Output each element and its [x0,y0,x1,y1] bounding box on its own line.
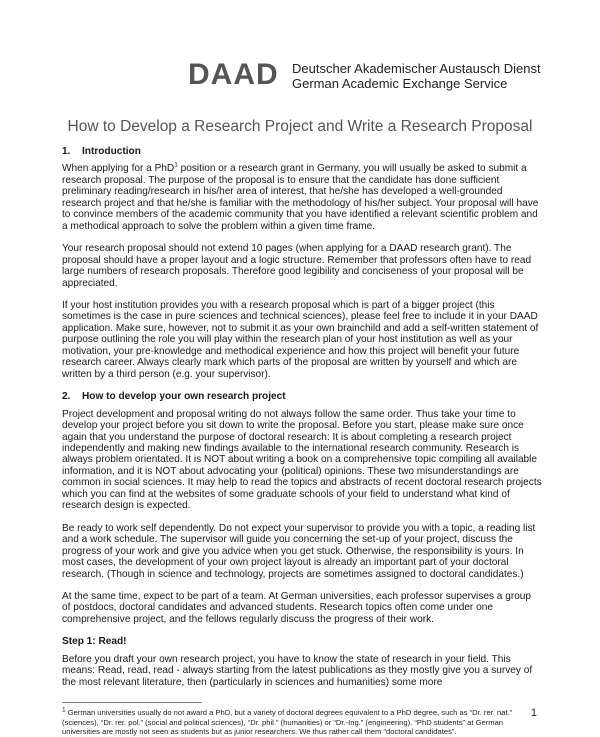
paragraph: At the same time, expect to be part of a team. At German universities, each professor supervises a group of postdocs, doctoral candidates and advanced students. Research topics often come under one comprehensive project, and the fellows regularly discuss the progress of their work. [62,590,532,625]
paragraph: If your host institution provides you with a research proposal which is part of a bigger project (this sometimes is the case in pure sciences and technical sciences), please feel free to include it in your DAAD application. Make sure, however, not to submit it as your own brainchild and add a self-written statement of purpose outlining the role you will play within the research plan of your host institution as well as your motivation, your pre-knowledge and methodical experience and how this project will benefit your future research career. Always clearly mark which parts of the proposal are written by yourself and which are written by a third person (e.g. your supervisor). [62,299,539,380]
paragraph: Before you draft your own research project, you have to know the state of research in your field. This means: Read, read, read - always starting from the latest publications as they mostly give you a survey of the most relevant literature, then (particularly in sciences and humanities) some more [62,653,533,688]
section-title: Introduction [82,146,141,157]
paragraph: When applying for a PhD$^1$ position or a research grant in Germany, you will usually be asked to submit a research proposal. The purpose of the proposal is to ensure that the candidate has done sufficient preliminary reading/research in his/her area of interest, that he/she has developed a well-grounded research project and that he/she is familiar with the methodology of his/her subject. Your proposal will have to convince members of the academic community that you have identified a relevant scientific problem and a methodical approach to solve the problem within a given time frame. [62,162,539,232]
page-number: 1 [530,707,537,719]
document-body [62,142,542,737]
org-line-english: German Academic Exchange Service [292,76,508,91]
org-line-german: Deutscher Akademischer Austausch Dienst [292,61,541,76]
section-number: 2. [62,391,71,403]
footnote: $^1$ German universities usually do not award a PhD, but a variety of doctoral degrees equivalent to a PhD degree, such as “Dr. rer. nat.” (sciences), “Dr. rer. pol.” (social and political sciences), “Dr. phil.” (humanities) or “Dr.-Ing.” (engineering). “PhD students” at German universities are mostly not seen as students but as junior researchers. We thus rather call them “doctoral candidates”. [62,706,513,737]
document-title: How to Develop a Research Project and Write a Research Proposal [67,118,533,135]
footnote-number: 1 [62,706,66,714]
organization-name [292,61,541,91]
section-title: How to develop your own research project [82,391,286,403]
section-number: 1. [62,146,71,157]
section-heading-introduction [62,146,542,157]
step-heading-read: Step 1: Read! [62,636,127,648]
footnote-divider [62,702,202,703]
paragraph: Be ready to work self dependently. Do not expect your supervisor to provide you with a topic, a reading list and a work schedule. The supervisor will guide you concerning the set-up of your project, discuss the progress of your work and give you advice when you get stuck. Otherwise, the responsibility is yours. In most cases, the development of your own project layout is already an important part of your doctoral research. (Though in science and technology, projects are sometimes assigned to doctoral candidates.) [62,522,536,580]
footnote-marker: 1 [174,162,178,170]
daad-logo: DAAD [188,58,279,91]
section-heading-develop-project [62,391,542,402]
paragraph: Project development and proposal writing do not always follow the same order. Thus take your time to develop your project before you sit down to write the proposal. Before you start, please make sure once again that you understand the purpose of doctoral research: It is about completing a research project independently and making new findings available to the international research community. Research is always problem orientated. It is NOT about writing a book on a comprehensive topic compiling all available information, and it is NOT about advocating your (political) opinions. These two misunderstandings are common in social sciences. It may help to read the topics and abstracts of recent doctoral research projects which you can find at the websites of some graduate schools of your field to understand what kind of research design is expected. [62,408,542,512]
paragraph: Your research proposal should not extend 10 pages (when applying for a DAAD research grant). The proposal should have a proper layout and a logic structure. Remember that professors often have to read large numbers of research proposals. Therefore good legibility and conciseness of your proposal will be appreciated. [62,243,532,289]
